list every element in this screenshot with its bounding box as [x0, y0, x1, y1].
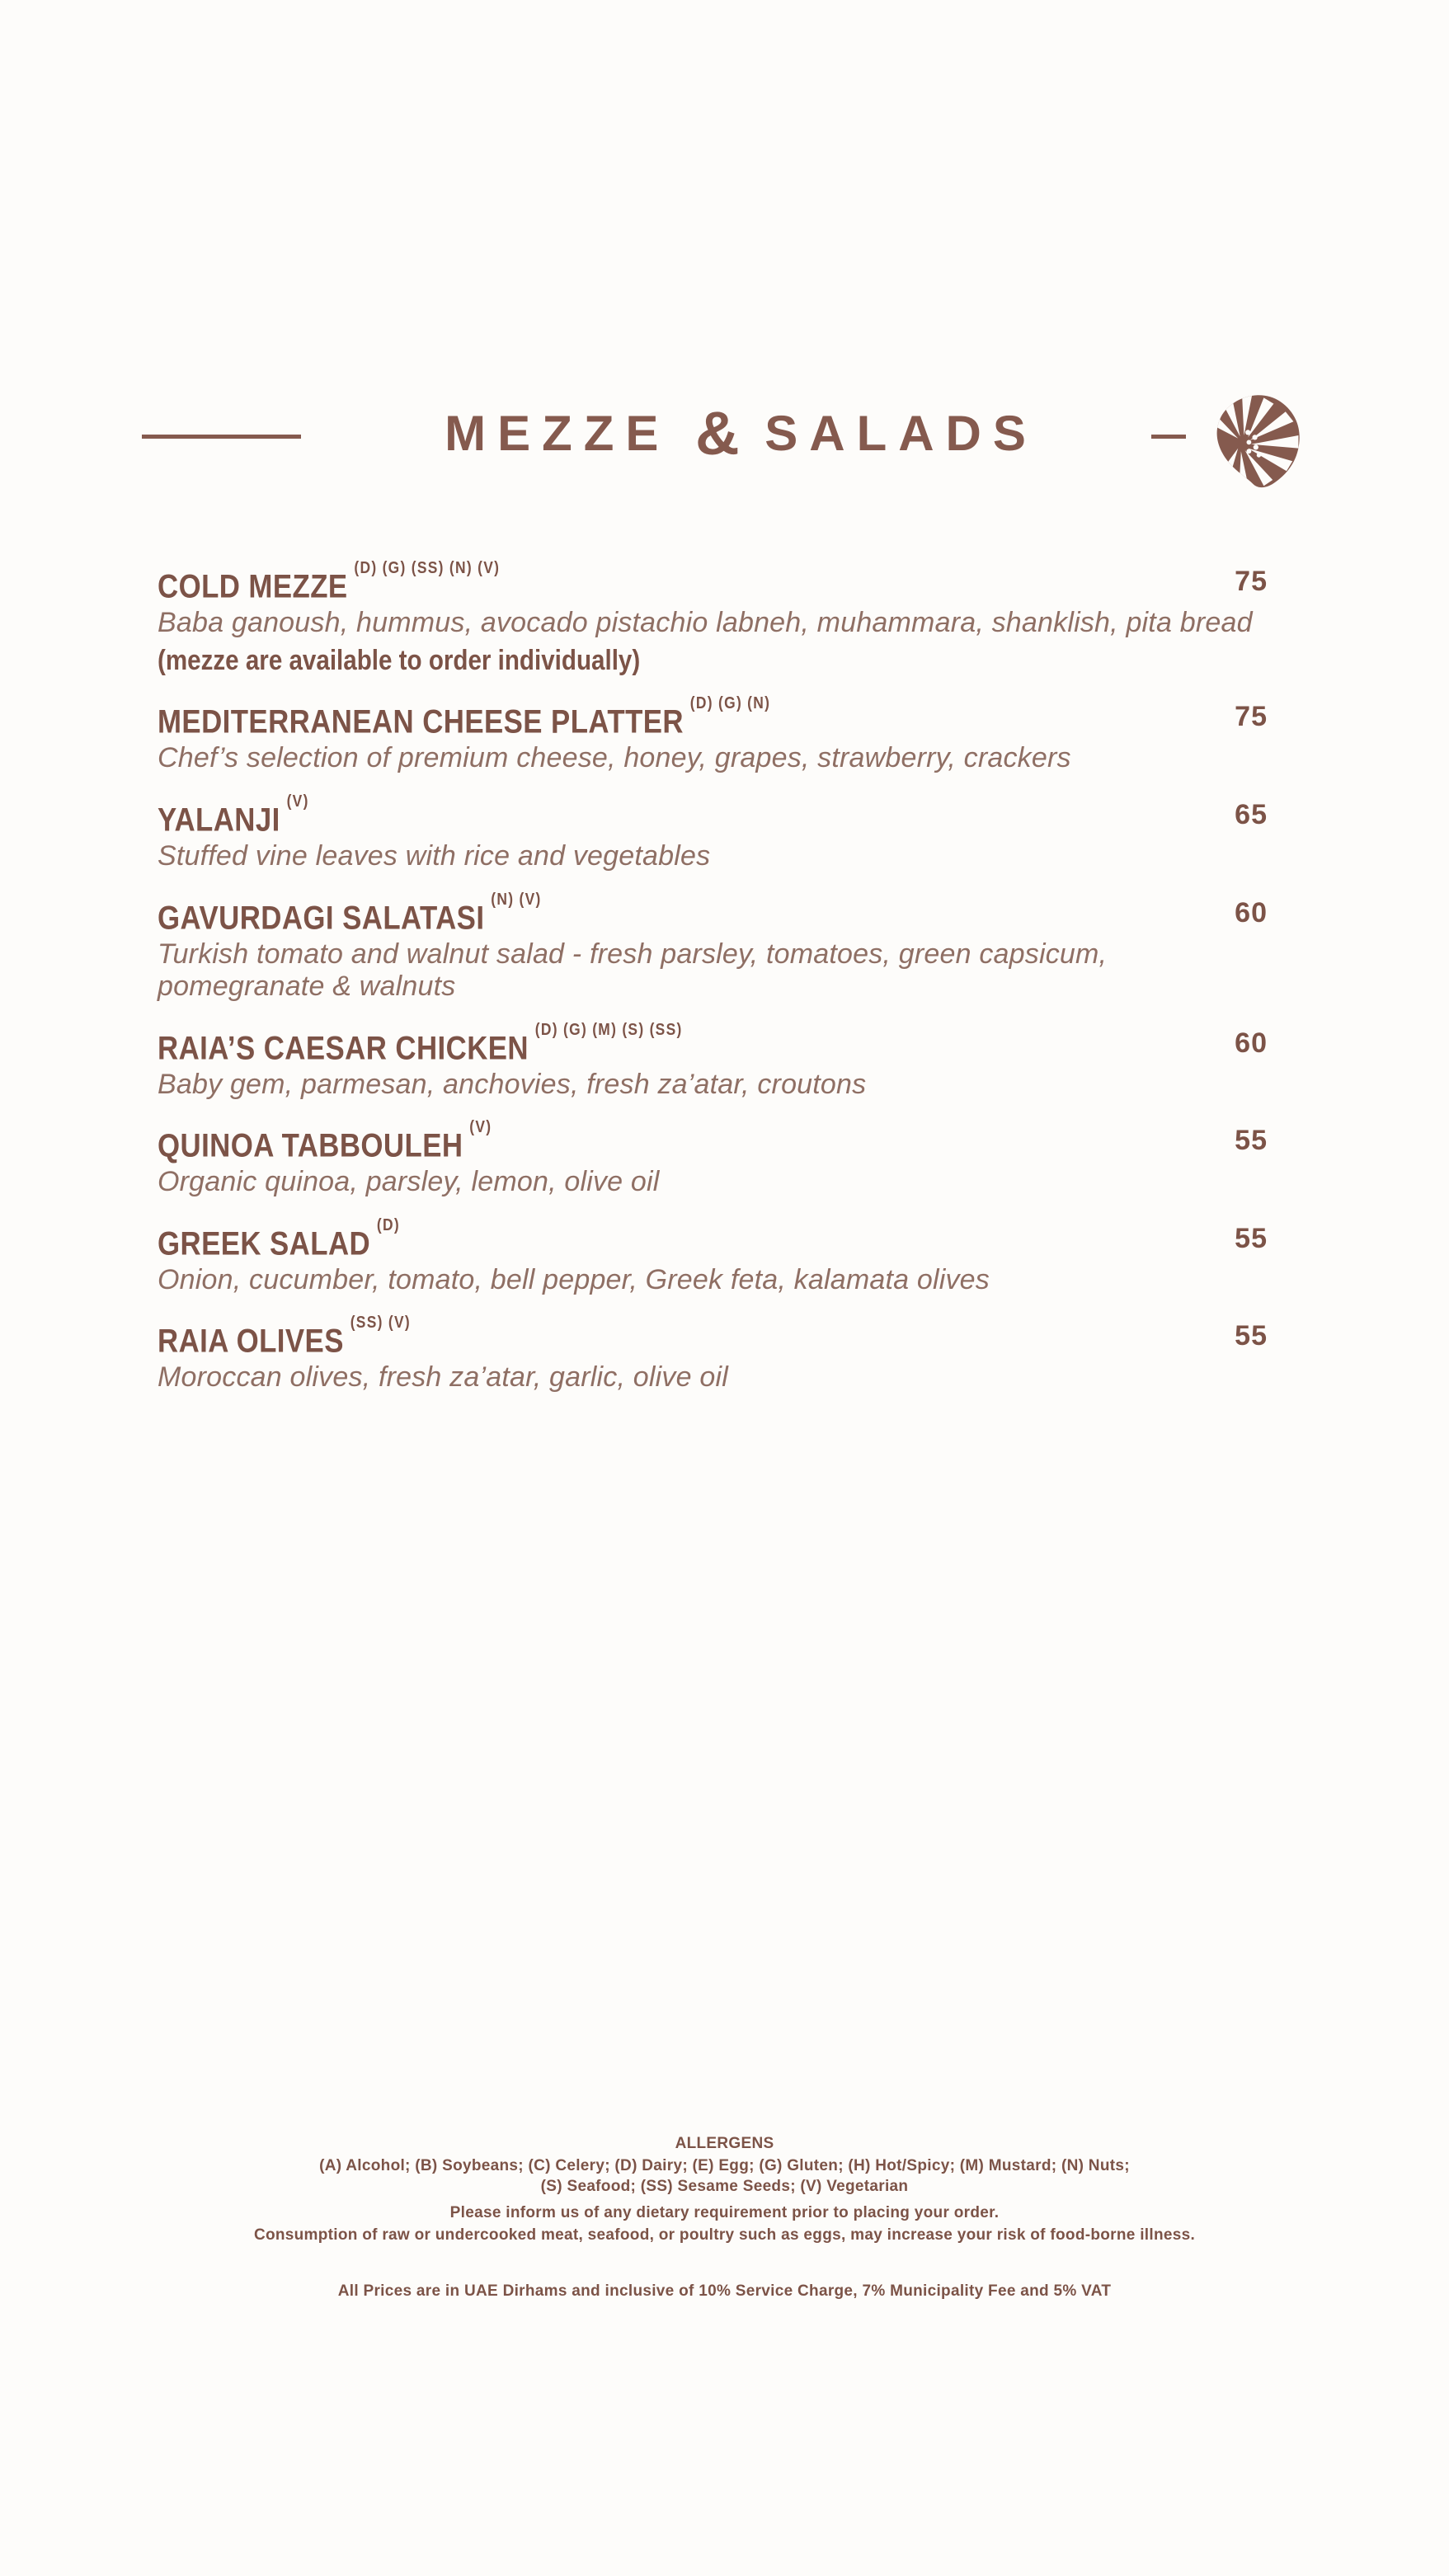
item-name-text: COLD MEZZE	[158, 568, 348, 605]
menu-item-yalanji	[158, 792, 1268, 872]
item-name	[158, 1314, 1123, 1360]
allergens-title: ALLERGENS	[675, 2135, 774, 2152]
menu-item-gavurdagi-salatasi	[158, 891, 1268, 1003]
item-name	[158, 1118, 1123, 1164]
item-note: (mezze are available to order individually)	[158, 645, 641, 676]
title-word-salads: SALADS	[764, 406, 1037, 461]
item-name-text: GAVURDAGI SALATASI	[158, 900, 485, 937]
title-word-mezze: MEZZE	[445, 406, 670, 461]
item-name	[158, 792, 1123, 839]
item-name	[158, 891, 1123, 937]
item-price: 55	[1235, 1223, 1268, 1254]
item-allergen-codes: (D) (G) (SS) (N) (V)	[354, 559, 501, 577]
item-name	[158, 694, 1123, 740]
item-allergen-codes: (D) (G) (M) (S) (SS)	[534, 1021, 683, 1039]
item-description-line-2: pomegranate & walnuts	[158, 971, 456, 1002]
item-price: 60	[1235, 897, 1268, 928]
item-price: 75	[1235, 701, 1268, 732]
monstera-leaf-icon	[1202, 384, 1301, 496]
menu-item-raia-olives	[158, 1314, 1268, 1394]
menu-item-mediterranean-cheese-platter	[158, 694, 1268, 774]
item-name-text: RAIA’S CAESAR CHICKEN	[158, 1030, 529, 1067]
menu-item-quinoa-tabbouleh	[158, 1118, 1268, 1198]
item-description: Turkish tomato and walnut salad - fresh parsley, tomatoes, green capsicum,	[158, 938, 1108, 970]
allergens-legend-line-1: (A) Alcohol; (B) Soybeans; (C) Celery; (D) Dairy; (E) Egg; (G) Gluten; (H) Hot/Spicy; (M) Mustard; (N) Nuts;	[319, 2157, 1130, 2174]
item-allergen-codes: (V)	[469, 1118, 492, 1136]
item-name	[158, 1216, 1123, 1262]
item-description: Onion, cucumber, tomato, bell pepper, Greek feta, kalamata olives	[158, 1264, 990, 1295]
item-price: 55	[1235, 1125, 1268, 1156]
menu-item-cold-mezze	[158, 559, 1268, 677]
menu-item-raias-caesar-chicken	[158, 1021, 1268, 1101]
allergens-legend-line-2: (S) Seafood; (SS) Sesame Seeds; (V) Vegetarian	[540, 2178, 909, 2195]
pricing-note: All Prices are in UAE Dirhams and inclusive of 10% Service Charge, 7% Municipality Fee and 5% VAT	[337, 2282, 1112, 2300]
item-description: Chef’s selection of premium cheese, honey, grapes, strawberry, crackers	[158, 742, 1071, 773]
item-name-text: QUINOA TABBOULEH	[158, 1127, 463, 1164]
item-name	[158, 1021, 1123, 1067]
item-name-text: YALANJI	[158, 801, 280, 839]
item-name-text: RAIA OLIVES	[158, 1323, 344, 1360]
item-allergen-codes: (D)	[376, 1216, 400, 1234]
consumption-warning: Consumption of raw or undercooked meat, seafood, or poultry such as eggs, may increase your risk of food-borne illness.	[253, 2226, 1196, 2244]
item-description: Organic quinoa, parsley, lemon, olive oil	[158, 1166, 660, 1197]
item-description: Baba ganoush, hummus, avocado pistachio labneh, muhammara, shanklish, pita bread	[158, 607, 1253, 638]
item-price: 60	[1235, 1027, 1268, 1059]
item-allergen-codes: (D) (G) (N)	[689, 694, 771, 712]
item-name-text: GREEK SALAD	[158, 1225, 371, 1262]
dietary-note: Please inform us of any dietary requirement prior to placing your order.	[449, 2204, 1000, 2221]
item-price: 55	[1235, 1320, 1268, 1351]
item-description: Stuffed vine leaves with rice and vegetables	[158, 840, 711, 872]
item-name	[158, 559, 1123, 605]
right-dash-line	[1151, 435, 1186, 439]
item-price: 65	[1235, 799, 1268, 830]
item-allergen-codes: (SS) (V)	[350, 1314, 411, 1332]
item-description: Baby gem, parmesan, anchovies, fresh za’atar, croutons	[158, 1069, 867, 1100]
item-description: Moroccan olives, fresh za’atar, garlic, olive oil	[158, 1361, 728, 1393]
menu-item-greek-salad	[158, 1216, 1268, 1296]
item-price: 75	[1235, 566, 1268, 597]
item-allergen-codes: (N) (V)	[491, 891, 542, 909]
title-ampersand: &	[695, 399, 740, 468]
item-allergen-codes: (V)	[286, 792, 309, 811]
item-name-text: MEDITERRANEAN CHEESE PLATTER	[158, 703, 684, 740]
